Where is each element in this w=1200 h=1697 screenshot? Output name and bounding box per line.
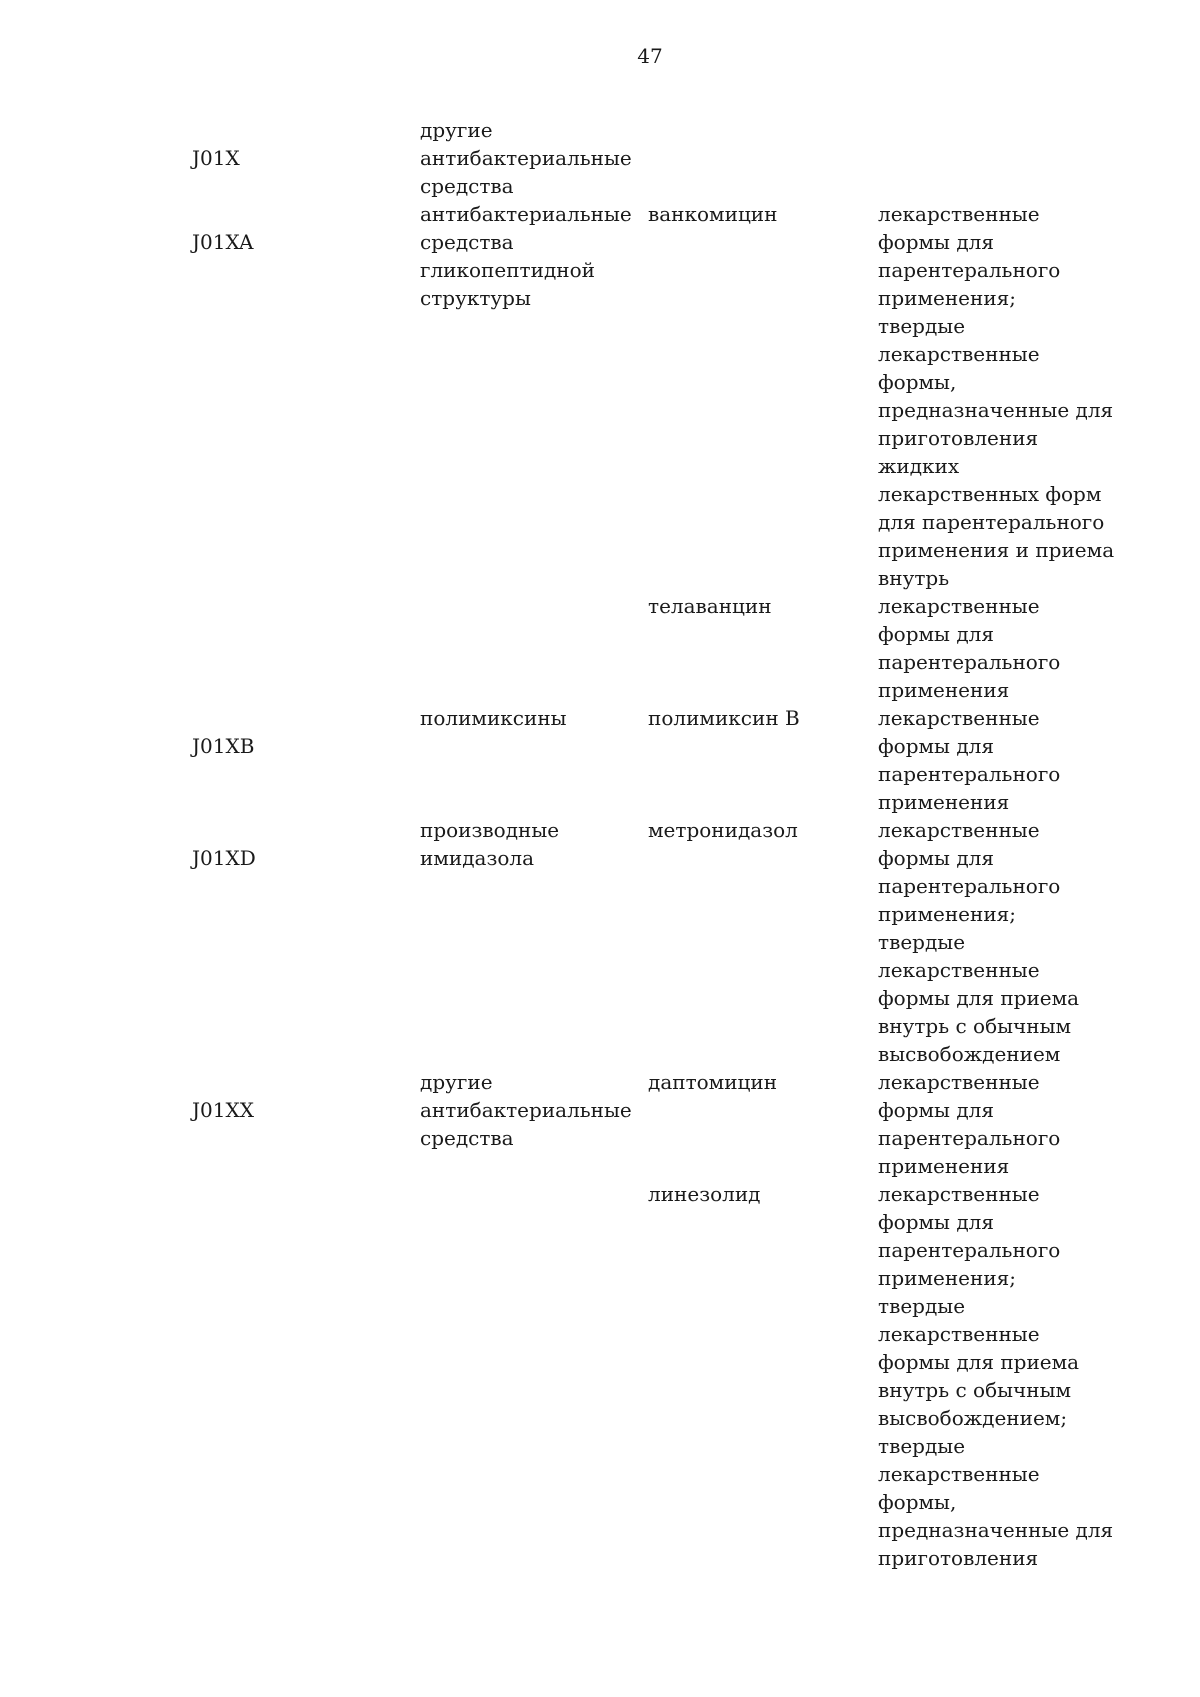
group-name: другие антибактериальные средства — [420, 118, 632, 198]
atc-code: J01XA — [192, 230, 254, 254]
drug-name: линезолид — [648, 1182, 761, 1206]
group-name: производные имидазола — [420, 818, 560, 870]
drug-name: метронидазол — [648, 818, 798, 842]
atc-code: J01X — [192, 146, 240, 170]
dosage-form: лекарственные формы для парентерального применения — [878, 1070, 1061, 1178]
dosage-form: лекарственные формы для парентерального применения; твердые лекарственные формы, предназначенные для приготовления жидких лекарственных форм для парентерального применения и приема внутрь — [878, 202, 1115, 590]
drug-name: ванкомицин — [648, 202, 778, 226]
drug-name: полимиксин В — [648, 706, 800, 730]
atc-code: J01XB — [192, 734, 255, 758]
dosage-form: лекарственные формы для парентерального применения — [878, 706, 1061, 814]
dosage-form: лекарственные формы для парентерального применения; твердые лекарственные формы для приема внутрь с обычным высвобождением; твердые лекарственные формы, предназначенные для приготовления — [878, 1182, 1114, 1570]
atc-code: J01XD — [192, 846, 256, 870]
atc-code: J01XX — [192, 1098, 254, 1122]
group-name: полимиксины — [420, 706, 567, 730]
group-name: другие антибактериальные средства — [420, 1070, 632, 1150]
dosage-form: лекарственные формы для парентерального применения — [878, 594, 1061, 702]
drug-name: даптомицин — [648, 1070, 778, 1094]
dosage-form: лекарственные формы для парентерального применения; твердые лекарственные формы для приема внутрь с обычным высвобождением — [878, 818, 1080, 1066]
group-name: антибактериальные средства гликопептидной структуры — [420, 202, 632, 310]
drug-name: телаванцин — [648, 594, 772, 618]
page-number: 47 — [637, 44, 663, 68]
